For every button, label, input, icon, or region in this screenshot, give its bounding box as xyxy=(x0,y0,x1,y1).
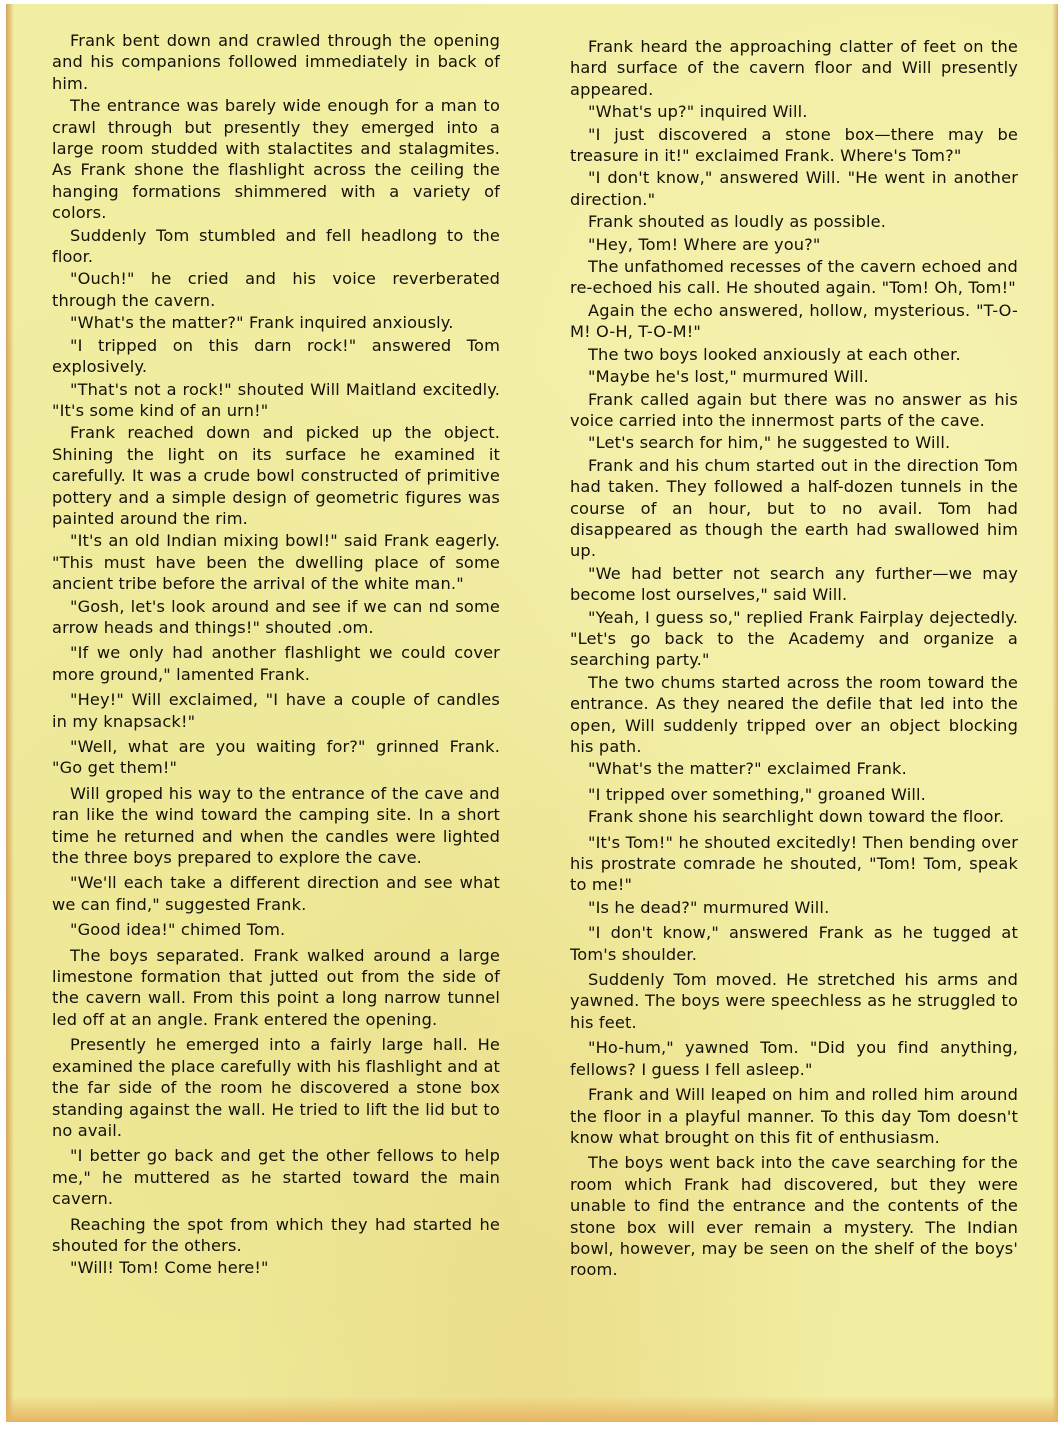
paragraph: "It's Tom!" he shouted excitedly! Then bending over his prostrate comrade he shouted, "Tom! Tom, speak to me!" xyxy=(570,832,1018,895)
paragraph: "I tripped on this darn rock!" answered Tom explosively. xyxy=(52,335,500,377)
paragraph: Reaching the spot from which they had started he shouted for the others. xyxy=(52,1214,500,1255)
page-edge-right xyxy=(1052,4,1058,1422)
paragraph: "What's the matter?" exclaimed Frank. xyxy=(588,759,907,779)
paragraph: Frank reached down and picked up the object. Shining the light on its surface he examined it carefully. It was a crude bowl constructed of primitive pottery and a simple design of geometric figures was painted around the rim. xyxy=(52,423,500,528)
paragraph: "It's an old Indian mixing bowl!" said Frank eagerly. "This must have been the dwelling place of some ancient tribe before the arrival of the white man." xyxy=(52,531,500,594)
paragraph: Frank and Will leaped on him and rolled him around the floor in a playful manner. To this day Tom doesn't know what brought on this fit of enthusiasm. xyxy=(570,1085,1018,1147)
paragraph: Frank and his chum started out in the direction Tom had taken. They followed a half-dozen tunnels in the course of an hour, but to no avail. Tom had disappeared as though the earth had swallowed him up. xyxy=(570,455,1018,561)
paragraph: Frank shone his searchlight down toward the floor. xyxy=(588,807,1005,827)
paragraph: The unfathomed recesses of the cavern echoed and re-echoed his call. He shouted again. "Tom! Oh, Tom!" xyxy=(570,257,1018,298)
paragraph: The two chums started across the room toward the entrance. As they neared the defile that led into the open, Will suddenly tripped over an object blocking his path. xyxy=(570,672,1018,756)
paragraph: "Well, what are you waiting for?" grinned Frank. "Go get them!" xyxy=(52,737,500,778)
paragraph: "If we only had another flashlight we could cover more ground," lamented Frank. xyxy=(52,643,500,684)
paragraph: "I don't know," answered Frank as he tugged at Tom's shoulder. xyxy=(570,923,1018,964)
paragraph: "Hey!" Will exclaimed, "I have a couple of candles in my knapsack!" xyxy=(52,690,500,731)
paragraph: "Maybe he's lost," murmured Will. xyxy=(588,367,869,387)
paragraph: "We had better not search any further—we may become lost ourselves," said Will. xyxy=(570,563,1018,605)
printed-page xyxy=(6,4,1058,1422)
paragraph: The boys went back into the cave searching for the room which Frank had discovered, but they were unable to find the entrance and the contents of the stone box will ever remain a mystery. The Indian bowl, however, may be seen on the shelf of the boys' room. xyxy=(570,1153,1018,1280)
paragraph: Frank called again but there was no answer as his voice carried into the innermost parts of the cave. xyxy=(570,389,1018,430)
paragraph: "Ouch!" he cried and his voice reverberated through the cavern. xyxy=(52,269,500,310)
paragraph: "Good idea!" chimed Tom. xyxy=(70,920,286,940)
page-edge-bottom xyxy=(6,1396,1058,1422)
paragraph: "What's the matter?" Frank inquired anxiously. xyxy=(70,313,454,333)
paragraph: The entrance was barely wide enough for a man to crawl through but presently they emerged into a large room studded with stalactites and stalagmites. As Frank shone the flashlight across the ceiling the hanging formations shimmered with a variety of colors. xyxy=(52,96,500,223)
paragraph: "Hey, Tom! Where are you?" xyxy=(588,234,821,254)
paragraph: Suddenly Tom stumbled and fell headlong to the floor. xyxy=(52,225,500,267)
text-column-right xyxy=(570,36,1018,1282)
paragraph: "Is he dead?" murmured Will. xyxy=(588,897,830,917)
paragraph: "I don't know," answered Will. "He went in another direction." xyxy=(570,168,1018,209)
paragraph: "What's up?" inquired Will. xyxy=(588,102,808,122)
paragraph: "Gosh, let's look around and see if we can nd some arrow heads and things!" shouted .om. xyxy=(52,596,500,637)
paragraph: Frank shouted as loudly as possible. xyxy=(588,212,887,232)
paragraph: "Yeah, I guess so," replied Frank Fairplay dejectedly. "Let's go back to the Academy and organize a searching party." xyxy=(570,607,1018,670)
paragraph: "I just discovered a stone box—there may be treasure in it!" exclaimed Frank. Where's Tom?" xyxy=(570,124,1018,166)
paragraph: "We'll each take a different direction and see what we can find," suggested Frank. xyxy=(52,873,500,914)
paragraph: "I better go back and get the other fellows to help me," he muttered as he started toward the main cavern. xyxy=(52,1146,500,1209)
paragraph: "I tripped over something," groaned Will. xyxy=(588,784,926,804)
paragraph: Again the echo answered, hollow, mysterious. "T-O-M! O-H, T-O-M!" xyxy=(570,300,1018,342)
paragraph: Suddenly Tom moved. He stretched his arms and yawned. The boys were speechless as he struggled to his feet. xyxy=(570,970,1018,1032)
paragraph: Presently he emerged into a fairly large hall. He examined the place carefully with his flashlight and at the far side of the room he discovered a stone box standing against the wall. He tried to lift the lid but to no avail. xyxy=(52,1035,501,1140)
paragraph: The two boys looked anxiously at each other. xyxy=(588,344,961,364)
page-edge-left xyxy=(6,4,14,1422)
paragraph: The boys separated. Frank walked around a large limestone formation that jutted out from the side of the cavern wall. From this point a long narrow tunnel led off at an angle. Frank entered the opening. xyxy=(52,945,500,1029)
paragraph: Frank bent down and crawled through the opening and his companions followed immediately in back of him. xyxy=(52,31,500,93)
paragraph: Will groped his way to the entrance of the cave and ran like the wind toward the camping site. In a short time he returned and when the candles were lighted the three boys prepared to explore the cave. xyxy=(52,783,500,868)
paragraph: Frank heard the approaching clatter of feet on the hard surface of the cavern floor and Will presently appeared. xyxy=(570,37,1018,99)
text-column-left xyxy=(52,30,500,1280)
paragraph: "Will! Tom! Come here!" xyxy=(70,1258,269,1278)
paragraph: "Ho-hum," yawned Tom. "Did you find anything, fellows? I guess I fell asleep." xyxy=(570,1038,1018,1079)
paragraph: "That's not a rock!" shouted Will Maitland excitedly. "It's some kind of an urn!" xyxy=(52,379,500,420)
paragraph: "Let's search for him," he suggested to Will. xyxy=(588,433,951,453)
